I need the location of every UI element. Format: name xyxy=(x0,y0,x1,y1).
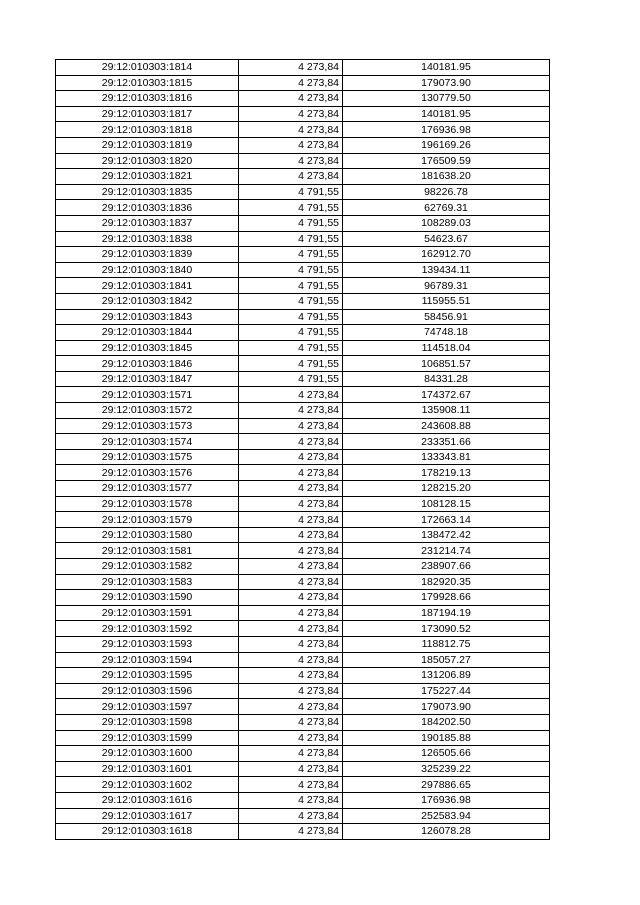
area-cell: 4 273,84 xyxy=(239,699,343,715)
cadastral-number-cell: 29:12:010303:1839 xyxy=(56,247,239,263)
area-cell: 4 273,84 xyxy=(239,792,343,808)
cadastral-number-cell: 29:12:010303:1617 xyxy=(56,808,239,824)
cadastral-number-cell: 29:12:010303:1846 xyxy=(56,356,239,372)
table-row xyxy=(56,137,550,153)
cadastral-number-cell: 29:12:010303:1841 xyxy=(56,278,239,294)
value-cell: 62769.31 xyxy=(343,200,550,216)
table-row xyxy=(56,106,550,122)
table-row xyxy=(56,792,550,808)
value-cell: 139434.11 xyxy=(343,262,550,278)
value-cell: 175227.44 xyxy=(343,683,550,699)
table-row xyxy=(56,683,550,699)
value-cell: 185057.27 xyxy=(343,652,550,668)
cadastral-number-cell: 29:12:010303:1571 xyxy=(56,387,239,403)
area-cell: 4 791,55 xyxy=(239,200,343,216)
cadastral-number-cell: 29:12:010303:1595 xyxy=(56,668,239,684)
value-cell: 173090.52 xyxy=(343,621,550,637)
area-cell: 4 273,84 xyxy=(239,91,343,107)
value-cell: 126078.28 xyxy=(343,824,550,840)
cadastral-number-cell: 29:12:010303:1598 xyxy=(56,714,239,730)
cadastral-number-cell: 29:12:010303:1576 xyxy=(56,465,239,481)
table-row xyxy=(56,746,550,762)
cadastral-number-cell: 29:12:010303:1582 xyxy=(56,559,239,575)
table-row xyxy=(56,590,550,606)
table-row xyxy=(56,75,550,91)
value-cell: 325239.22 xyxy=(343,761,550,777)
table-row xyxy=(56,262,550,278)
area-cell: 4 273,84 xyxy=(239,169,343,185)
cadastral-number-cell: 29:12:010303:1816 xyxy=(56,91,239,107)
area-cell: 4 273,84 xyxy=(239,777,343,793)
value-cell: 128215.20 xyxy=(343,481,550,497)
table-row xyxy=(56,293,550,309)
value-cell: 176936.98 xyxy=(343,792,550,808)
cadastral-number-cell: 29:12:010303:1817 xyxy=(56,106,239,122)
area-cell: 4 273,84 xyxy=(239,683,343,699)
cadastral-number-cell: 29:12:010303:1575 xyxy=(56,449,239,465)
value-cell: 178219.13 xyxy=(343,465,550,481)
table-row xyxy=(56,309,550,325)
table-row xyxy=(56,512,550,528)
value-cell: 135908.11 xyxy=(343,403,550,419)
table-row xyxy=(56,777,550,793)
area-cell: 4 273,84 xyxy=(239,512,343,528)
table-row xyxy=(56,340,550,356)
value-cell: 108289.03 xyxy=(343,215,550,231)
area-cell: 4 273,84 xyxy=(239,590,343,606)
value-cell: 58456.91 xyxy=(343,309,550,325)
area-cell: 4 791,55 xyxy=(239,340,343,356)
cadastral-number-cell: 29:12:010303:1593 xyxy=(56,636,239,652)
value-cell: 182920.35 xyxy=(343,574,550,590)
value-cell: 184202.50 xyxy=(343,714,550,730)
area-cell: 4 791,55 xyxy=(239,231,343,247)
area-cell: 4 273,84 xyxy=(239,824,343,840)
value-cell: 130779.50 xyxy=(343,91,550,107)
value-cell: 297886.65 xyxy=(343,777,550,793)
value-cell: 174372.67 xyxy=(343,387,550,403)
cadastral-number-cell: 29:12:010303:1836 xyxy=(56,200,239,216)
cadastral-number-cell: 29:12:010303:1581 xyxy=(56,543,239,559)
table-row xyxy=(56,434,550,450)
value-cell: 108128.15 xyxy=(343,496,550,512)
area-cell: 4 273,84 xyxy=(239,153,343,169)
area-cell: 4 273,84 xyxy=(239,75,343,91)
value-cell: 118812.75 xyxy=(343,636,550,652)
area-cell: 4 791,55 xyxy=(239,278,343,294)
value-cell: 96789.31 xyxy=(343,278,550,294)
cadastral-number-cell: 29:12:010303:1580 xyxy=(56,527,239,543)
cadastral-number-cell: 29:12:010303:1573 xyxy=(56,418,239,434)
value-cell: 190185.88 xyxy=(343,730,550,746)
cadastral-number-cell: 29:12:010303:1840 xyxy=(56,262,239,278)
cadastral-number-cell: 29:12:010303:1572 xyxy=(56,403,239,419)
area-cell: 4 273,84 xyxy=(239,496,343,512)
value-cell: 131206.89 xyxy=(343,668,550,684)
table-row xyxy=(56,465,550,481)
cadastral-number-cell: 29:12:010303:1845 xyxy=(56,340,239,356)
value-cell: 140181.95 xyxy=(343,60,550,76)
cadastral-number-cell: 29:12:010303:1596 xyxy=(56,683,239,699)
value-cell: 115955.51 xyxy=(343,293,550,309)
cadastral-number-cell: 29:12:010303:1599 xyxy=(56,730,239,746)
area-cell: 4 273,84 xyxy=(239,449,343,465)
value-cell: 54623.67 xyxy=(343,231,550,247)
area-cell: 4 791,55 xyxy=(239,293,343,309)
cadastral-number-cell: 29:12:010303:1591 xyxy=(56,605,239,621)
cadastral-number-cell: 29:12:010303:1820 xyxy=(56,153,239,169)
value-cell: 133343.81 xyxy=(343,449,550,465)
value-cell: 140181.95 xyxy=(343,106,550,122)
cadastral-number-cell: 29:12:010303:1835 xyxy=(56,184,239,200)
area-cell: 4 791,55 xyxy=(239,215,343,231)
table-row xyxy=(56,714,550,730)
value-cell: 238907.66 xyxy=(343,559,550,575)
value-cell: 138472.42 xyxy=(343,527,550,543)
cadastral-number-cell: 29:12:010303:1837 xyxy=(56,215,239,231)
value-cell: 114518.04 xyxy=(343,340,550,356)
cadastral-number-cell: 29:12:010303:1597 xyxy=(56,699,239,715)
table-row xyxy=(56,231,550,247)
area-cell: 4 273,84 xyxy=(239,652,343,668)
area-cell: 4 273,84 xyxy=(239,137,343,153)
cadastral-number-cell: 29:12:010303:1847 xyxy=(56,371,239,387)
area-cell: 4 791,55 xyxy=(239,371,343,387)
table-row xyxy=(56,387,550,403)
area-cell: 4 273,84 xyxy=(239,574,343,590)
area-cell: 4 791,55 xyxy=(239,247,343,263)
area-cell: 4 273,84 xyxy=(239,559,343,575)
value-cell: 98226.78 xyxy=(343,184,550,200)
area-cell: 4 273,84 xyxy=(239,746,343,762)
table-row xyxy=(56,215,550,231)
table-row xyxy=(56,247,550,263)
area-cell: 4 273,84 xyxy=(239,60,343,76)
table-row xyxy=(56,652,550,668)
cadastral-number-cell: 29:12:010303:1618 xyxy=(56,824,239,840)
value-cell: 179928.66 xyxy=(343,590,550,606)
table-row xyxy=(56,153,550,169)
table-row xyxy=(56,636,550,652)
area-cell: 4 273,84 xyxy=(239,387,343,403)
cadastral-number-cell: 29:12:010303:1814 xyxy=(56,60,239,76)
cadastral-number-cell: 29:12:010303:1602 xyxy=(56,777,239,793)
cadastral-number-cell: 29:12:010303:1843 xyxy=(56,309,239,325)
cadastral-number-cell: 29:12:010303:1583 xyxy=(56,574,239,590)
value-cell: 126505.66 xyxy=(343,746,550,762)
cadastral-number-cell: 29:12:010303:1577 xyxy=(56,481,239,497)
value-cell: 181638.20 xyxy=(343,169,550,185)
table-row xyxy=(56,184,550,200)
cadastral-number-cell: 29:12:010303:1579 xyxy=(56,512,239,528)
area-cell: 4 273,84 xyxy=(239,106,343,122)
table-row xyxy=(56,730,550,746)
value-cell: 233351.66 xyxy=(343,434,550,450)
area-cell: 4 273,84 xyxy=(239,808,343,824)
area-cell: 4 273,84 xyxy=(239,434,343,450)
cadastral-number-cell: 29:12:010303:1594 xyxy=(56,652,239,668)
area-cell: 4 273,84 xyxy=(239,543,343,559)
value-cell: 162912.70 xyxy=(343,247,550,263)
table-row xyxy=(56,808,550,824)
cadastral-number-cell: 29:12:010303:1815 xyxy=(56,75,239,91)
table-row xyxy=(56,418,550,434)
value-cell: 176509.59 xyxy=(343,153,550,169)
area-cell: 4 273,84 xyxy=(239,481,343,497)
area-cell: 4 791,55 xyxy=(239,184,343,200)
value-cell: 74748.18 xyxy=(343,325,550,341)
table-row xyxy=(56,668,550,684)
value-cell: 243608.88 xyxy=(343,418,550,434)
table-row xyxy=(56,449,550,465)
table-row xyxy=(56,699,550,715)
table-row xyxy=(56,60,550,76)
cadastral-number-cell: 29:12:010303:1821 xyxy=(56,169,239,185)
area-cell: 4 273,84 xyxy=(239,621,343,637)
value-cell: 176936.98 xyxy=(343,122,550,138)
area-cell: 4 273,84 xyxy=(239,122,343,138)
cadastral-number-cell: 29:12:010303:1818 xyxy=(56,122,239,138)
data-table xyxy=(55,59,550,840)
value-cell: 196169.26 xyxy=(343,137,550,153)
table-row xyxy=(56,481,550,497)
area-cell: 4 273,84 xyxy=(239,636,343,652)
table-row xyxy=(56,574,550,590)
area-cell: 4 273,84 xyxy=(239,403,343,419)
table-row xyxy=(56,169,550,185)
cadastral-number-cell: 29:12:010303:1590 xyxy=(56,590,239,606)
area-cell: 4 791,55 xyxy=(239,356,343,372)
table-row xyxy=(56,325,550,341)
cadastral-number-cell: 29:12:010303:1838 xyxy=(56,231,239,247)
value-cell: 252583.94 xyxy=(343,808,550,824)
table-row xyxy=(56,356,550,372)
table-row xyxy=(56,621,550,637)
area-cell: 4 273,84 xyxy=(239,714,343,730)
table-row xyxy=(56,559,550,575)
value-cell: 179073.90 xyxy=(343,75,550,91)
table-row xyxy=(56,122,550,138)
area-cell: 4 273,84 xyxy=(239,668,343,684)
table-row xyxy=(56,761,550,777)
value-cell: 172663.14 xyxy=(343,512,550,528)
value-cell: 187194.19 xyxy=(343,605,550,621)
area-cell: 4 273,84 xyxy=(239,730,343,746)
cadastral-number-cell: 29:12:010303:1844 xyxy=(56,325,239,341)
table-row xyxy=(56,527,550,543)
table-row xyxy=(56,824,550,840)
value-cell: 179073.90 xyxy=(343,699,550,715)
table-row xyxy=(56,91,550,107)
cadastral-number-cell: 29:12:010303:1578 xyxy=(56,496,239,512)
table-row xyxy=(56,605,550,621)
area-cell: 4 273,84 xyxy=(239,761,343,777)
area-cell: 4 791,55 xyxy=(239,309,343,325)
cadastral-number-cell: 29:12:010303:1601 xyxy=(56,761,239,777)
cadastral-number-cell: 29:12:010303:1819 xyxy=(56,137,239,153)
area-cell: 4 273,84 xyxy=(239,418,343,434)
cadastral-number-cell: 29:12:010303:1574 xyxy=(56,434,239,450)
table-row xyxy=(56,403,550,419)
area-cell: 4 791,55 xyxy=(239,325,343,341)
value-cell: 106851.57 xyxy=(343,356,550,372)
table-row xyxy=(56,496,550,512)
cadastral-number-cell: 29:12:010303:1600 xyxy=(56,746,239,762)
value-cell: 84331.28 xyxy=(343,371,550,387)
table-body xyxy=(56,60,550,840)
table-row xyxy=(56,371,550,387)
value-cell: 231214.74 xyxy=(343,543,550,559)
cadastral-number-cell: 29:12:010303:1592 xyxy=(56,621,239,637)
area-cell: 4 273,84 xyxy=(239,527,343,543)
table-row xyxy=(56,543,550,559)
cadastral-number-cell: 29:12:010303:1616 xyxy=(56,792,239,808)
table-row xyxy=(56,278,550,294)
table-row xyxy=(56,200,550,216)
cadastral-number-cell: 29:12:010303:1842 xyxy=(56,293,239,309)
area-cell: 4 791,55 xyxy=(239,262,343,278)
area-cell: 4 273,84 xyxy=(239,465,343,481)
area-cell: 4 273,84 xyxy=(239,605,343,621)
